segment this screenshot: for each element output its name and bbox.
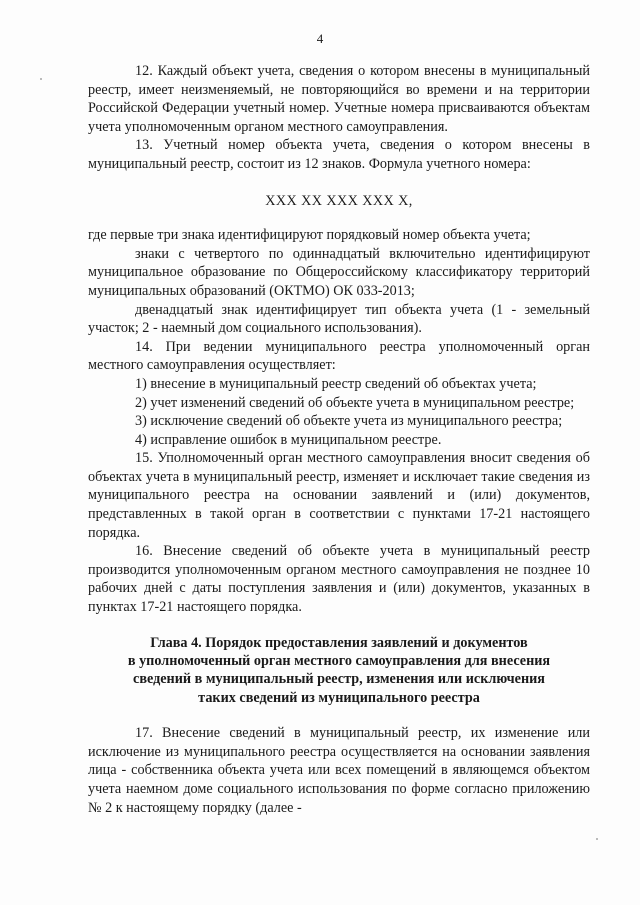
chapter-title-line: в уполномоченный орган местного самоуправления для внесения [127,653,551,670]
section-after-formula [88,226,590,616]
paragraph-p14_2: 2) учет изменений сведений об объекте учета в муниципальном реестре; [135,394,575,411]
chapter-title-line: таких сведений из муниципального реестра [198,689,480,706]
chapter-title-line: Глава 4. Порядок предоставления заявлений и документов [150,634,528,651]
paragraph-p14: 14. При ведении муниципального реестра уполномоченный орган местного самоуправления осуществляет: [88,338,590,374]
paragraph-p14_1: 1) внесение в муниципальный реестр сведений об объектах учета; [135,375,537,392]
paragraph-p12: 12. Каждый объект учета, сведения о котором внесены в муниципальный реестр, имеет неизменяемый, не повторяющийся во времени и на территории Российской Федерации учетный номер. Учетные номера присваиваются объектам учета уполномоченным органом местного самоуправления. [88,63,590,135]
paragraph-p13a: где первые три знака идентифицируют порядковый номер объекта учета; [88,227,531,244]
chapter-heading [88,634,590,708]
chapter-body [88,724,590,817]
paragraph-p14_4: 4) исправление ошибок в муниципальном реестре. [135,431,442,448]
paragraph-p13: 13. Учетный номер объекта учета, сведения о котором внесены в муниципальный реестр, состоит из 12 знаков. Формула учетного номера: [88,137,590,172]
scan-mark [40,78,42,80]
page-number: 4 [316,31,324,46]
paragraph-p13c: двенадцатый знак идентифицирует тип объекта учета (1 - земельный участок; 2 - наемный дом социального использования). [88,301,590,337]
paragraph-p15: 15. Уполномоченный орган местного самоуправления вносит сведения об объектах учета в муниципальный реестр, изменяет и исключает такие сведения из муниципального реестра на основании заявлений и (или) документов, представленных в такой орган в соответствии с пунктами 17-21 настоящего порядка. [88,450,590,541]
paragraph-p13b: знаки с четвертого по одиннадцатый включительно идентифицируют муниципальное образование по Общероссийскому классификатору территорий муниципальных образований (ОКТМО) ОК 033-2013; [88,245,590,299]
paragraph-p14_3: 3) исключение сведений об объекте учета из муниципального реестра; [135,413,563,430]
paragraph-p16: 16. Внесение сведений об объекте учета в муниципальный реестр производится уполномоченным органом местного самоуправления не позднее 10 рабочих дней с даты поступления заявления и (или) документов, указанных в пунктах 17-21 настоящего порядка. [88,543,590,616]
scan-mark [596,838,598,840]
chapter-title-line: сведений в муниципальный реестр, изменения или исключения [133,671,545,688]
paragraph-p17: 17. Внесение сведений в муниципальный реестр, их изменение или исключение из муниципального реестра осуществляется на основании заявления лица - собственника объекта учета или всех помещений в являющемся объектом учета наемном доме социального использования по форме согласно приложению № 2 к настоящему порядку (далее - [88,725,590,816]
document-body [88,62,590,817]
account-number-formula: ХХХ ХХ ХХХ ХХХ Х, [265,192,413,209]
section-before-formula [88,62,590,174]
